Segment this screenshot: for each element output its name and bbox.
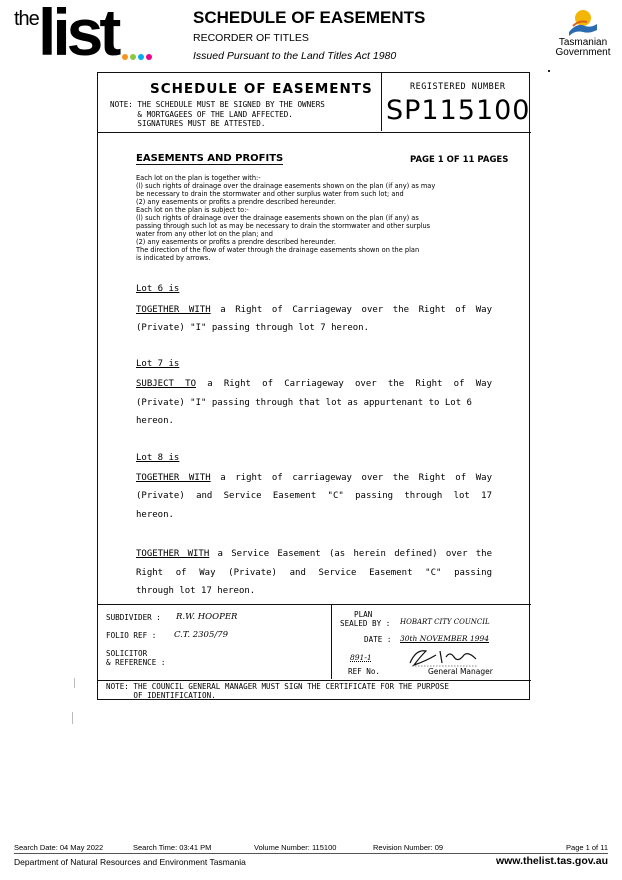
fine-print-line: is indicated by arrows. bbox=[136, 254, 211, 262]
lot8-line1-text: a right of carriageway over the Right of Way bbox=[220, 473, 492, 483]
thelist-logo bbox=[14, 0, 154, 69]
government-line2: Government bbox=[555, 47, 611, 58]
council-seal-panel bbox=[332, 605, 529, 679]
fine-print-line: (2) any easements or profits a prendre described hereunder. bbox=[136, 198, 336, 206]
subdivider-panel bbox=[98, 605, 332, 679]
registered-number-label: REGISTERED NUMBER bbox=[410, 82, 506, 92]
registered-number: SP115100 bbox=[386, 95, 531, 126]
revision-number: Revision Number: 09 bbox=[373, 843, 444, 852]
lot7-line3: hereon. bbox=[136, 416, 174, 426]
lot6-keyword: TOGETHER WITH bbox=[136, 305, 211, 315]
government-line1: Tasmanian bbox=[558, 37, 608, 48]
bottom-note-line: OF IDENTIFICATION. bbox=[106, 690, 216, 700]
form-note bbox=[110, 100, 325, 129]
service-line3: through lot 17 hereon. bbox=[136, 586, 256, 596]
lot6-line1 bbox=[136, 305, 492, 315]
website-link[interactable]: www.thelist.tas.gov.au bbox=[495, 855, 608, 867]
fine-print-line: passing through such lot as may be necessary to drain the stormwater and other surplus bbox=[136, 222, 431, 230]
sealed-value: HOBART CITY COUNCIL bbox=[400, 618, 490, 626]
logo-the-text: the bbox=[14, 8, 39, 30]
solicitor-label: SOLICITOR bbox=[106, 649, 148, 658]
subdivider-label: SUBDIVIDER : bbox=[106, 613, 161, 622]
service-keyword: TOGETHER WITH bbox=[136, 549, 210, 559]
lot8-heading: Lot 8 is bbox=[136, 453, 180, 463]
lot8-keyword: TOGETHER WITH bbox=[136, 473, 211, 483]
document-title: SCHEDULE OF EASEMENTS bbox=[193, 8, 426, 27]
ref-value: 891-1 bbox=[350, 653, 372, 662]
lot7-keyword: SUBJECT TO bbox=[136, 379, 196, 389]
date-value: 30th NOVEMBER 1994 bbox=[400, 634, 490, 643]
form-header bbox=[98, 73, 531, 133]
service-line2: Right of Way (Private) and Service Easement "C" passing bbox=[136, 568, 492, 578]
logo-list-text: list bbox=[38, 0, 118, 69]
lot6-line2: (Private) "I" passing through lot 7 hereon. bbox=[136, 323, 369, 333]
lot6-heading: Lot 6 is bbox=[136, 284, 180, 294]
bottom-note-line: NOTE: THE COUNCIL GENERAL MANAGER MUST SIGN THE CERTIFICATE FOR THE PURPOSE bbox=[106, 682, 449, 691]
scan-speck bbox=[548, 70, 550, 72]
logo-dot-green bbox=[130, 54, 136, 60]
fine-print-line: (l) such rights of drainage over the drainage easements shown on the plan (if any) as bbox=[136, 214, 419, 222]
scan-mark bbox=[72, 712, 73, 724]
form-bottom-note bbox=[98, 680, 531, 699]
form-footer bbox=[98, 604, 531, 680]
service-line1-text: a Service Easement (as herein defined) over the bbox=[217, 549, 492, 559]
footer-divider bbox=[14, 853, 608, 854]
fine-print-line: be necessary to drain the stormwater and other surplus water from such lot; and bbox=[136, 190, 404, 198]
ref-label: REF No. bbox=[348, 667, 381, 676]
document-subtitle: RECORDER OF TITLES bbox=[193, 32, 309, 44]
lot8-line1 bbox=[136, 473, 492, 483]
form-note-line: SIGNATURES MUST BE ATTESTED. bbox=[110, 119, 266, 128]
department-name: Department of Natural Resources and Environment Tasmania bbox=[14, 857, 246, 867]
logo-dots bbox=[122, 54, 152, 60]
form-note-line: & MORTGAGEES OF THE LAND AFFECTED. bbox=[110, 109, 293, 119]
fine-print-line: water from any other lot on the plan; and bbox=[136, 230, 273, 238]
logo-dot-cyan bbox=[138, 54, 144, 60]
page-info: PAGE 1 OF 11 PAGES bbox=[410, 155, 509, 165]
fine-print-line: (2) any easements or profits a prendre described hereunder. bbox=[136, 238, 336, 246]
search-date: Search Date: 04 May 2022 bbox=[14, 843, 104, 852]
search-time: Search Time: 03:41 PM bbox=[133, 843, 212, 852]
volume-number: Volume Number: 115100 bbox=[254, 843, 337, 852]
registered-number-box bbox=[381, 73, 529, 131]
scanned-schedule-form bbox=[97, 72, 530, 700]
logo-dot-orange bbox=[122, 54, 128, 60]
document-act: Issued Pursuant to the Land Titles Act 1980 bbox=[193, 50, 397, 62]
reference-label: & REFERENCE : bbox=[106, 658, 166, 667]
fine-print-line: The direction of the flow of water through the drainage easements shown on the plan bbox=[136, 246, 420, 254]
lot7-heading: Lot 7 is bbox=[136, 359, 180, 369]
service-line1 bbox=[136, 549, 492, 559]
tasmanian-government-logo bbox=[546, 8, 620, 58]
date-label: DATE : bbox=[364, 635, 392, 644]
section-title: EASEMENTS AND PROFITS bbox=[136, 153, 284, 164]
lot7-line2: (Private) "I" passing through that lot as appurtenant to Lot 6 bbox=[136, 398, 472, 408]
form-title: SCHEDULE OF EASEMENTS bbox=[150, 81, 373, 97]
fine-print-line: Each lot on the plan is together with:- bbox=[136, 174, 261, 182]
general-manager-label: General Manager bbox=[428, 667, 493, 676]
lot8-line2: (Private) and Service Easement "C" passing through lot 17 bbox=[136, 491, 492, 501]
lot8-line3: hereon. bbox=[136, 510, 174, 520]
form-note-line: NOTE: THE SCHEDULE MUST BE SIGNED BY THE OWNERS bbox=[110, 100, 325, 109]
subdivider-value: R.W. HOOPER bbox=[176, 612, 238, 622]
page-number: Page 1 of 11 bbox=[566, 843, 608, 852]
fine-print-line: (l) such rights of drainage over the drainage easements shown on the plan (if any) as may bbox=[136, 182, 436, 190]
plan-label: PLAN bbox=[354, 610, 373, 619]
lot7-line1 bbox=[136, 379, 492, 389]
folio-value: C.T. 2305/79 bbox=[174, 630, 229, 640]
scan-mark bbox=[74, 678, 75, 688]
fine-print-line: Each lot on the plan is subject to:- bbox=[136, 206, 249, 214]
thylacine-emblem-icon bbox=[563, 8, 603, 38]
lot7-line1-text: a Right of Carriageway over the Right of Way bbox=[207, 379, 492, 389]
signature-icon bbox=[406, 645, 486, 669]
logo-dot-magenta bbox=[146, 54, 152, 60]
folio-label: FOLIO REF : bbox=[106, 631, 157, 640]
fine-print bbox=[136, 174, 521, 262]
lot6-line1-text: a Right of Carriageway over the Right of Way bbox=[220, 305, 492, 315]
sealed-label: SEALED BY : bbox=[340, 619, 391, 628]
